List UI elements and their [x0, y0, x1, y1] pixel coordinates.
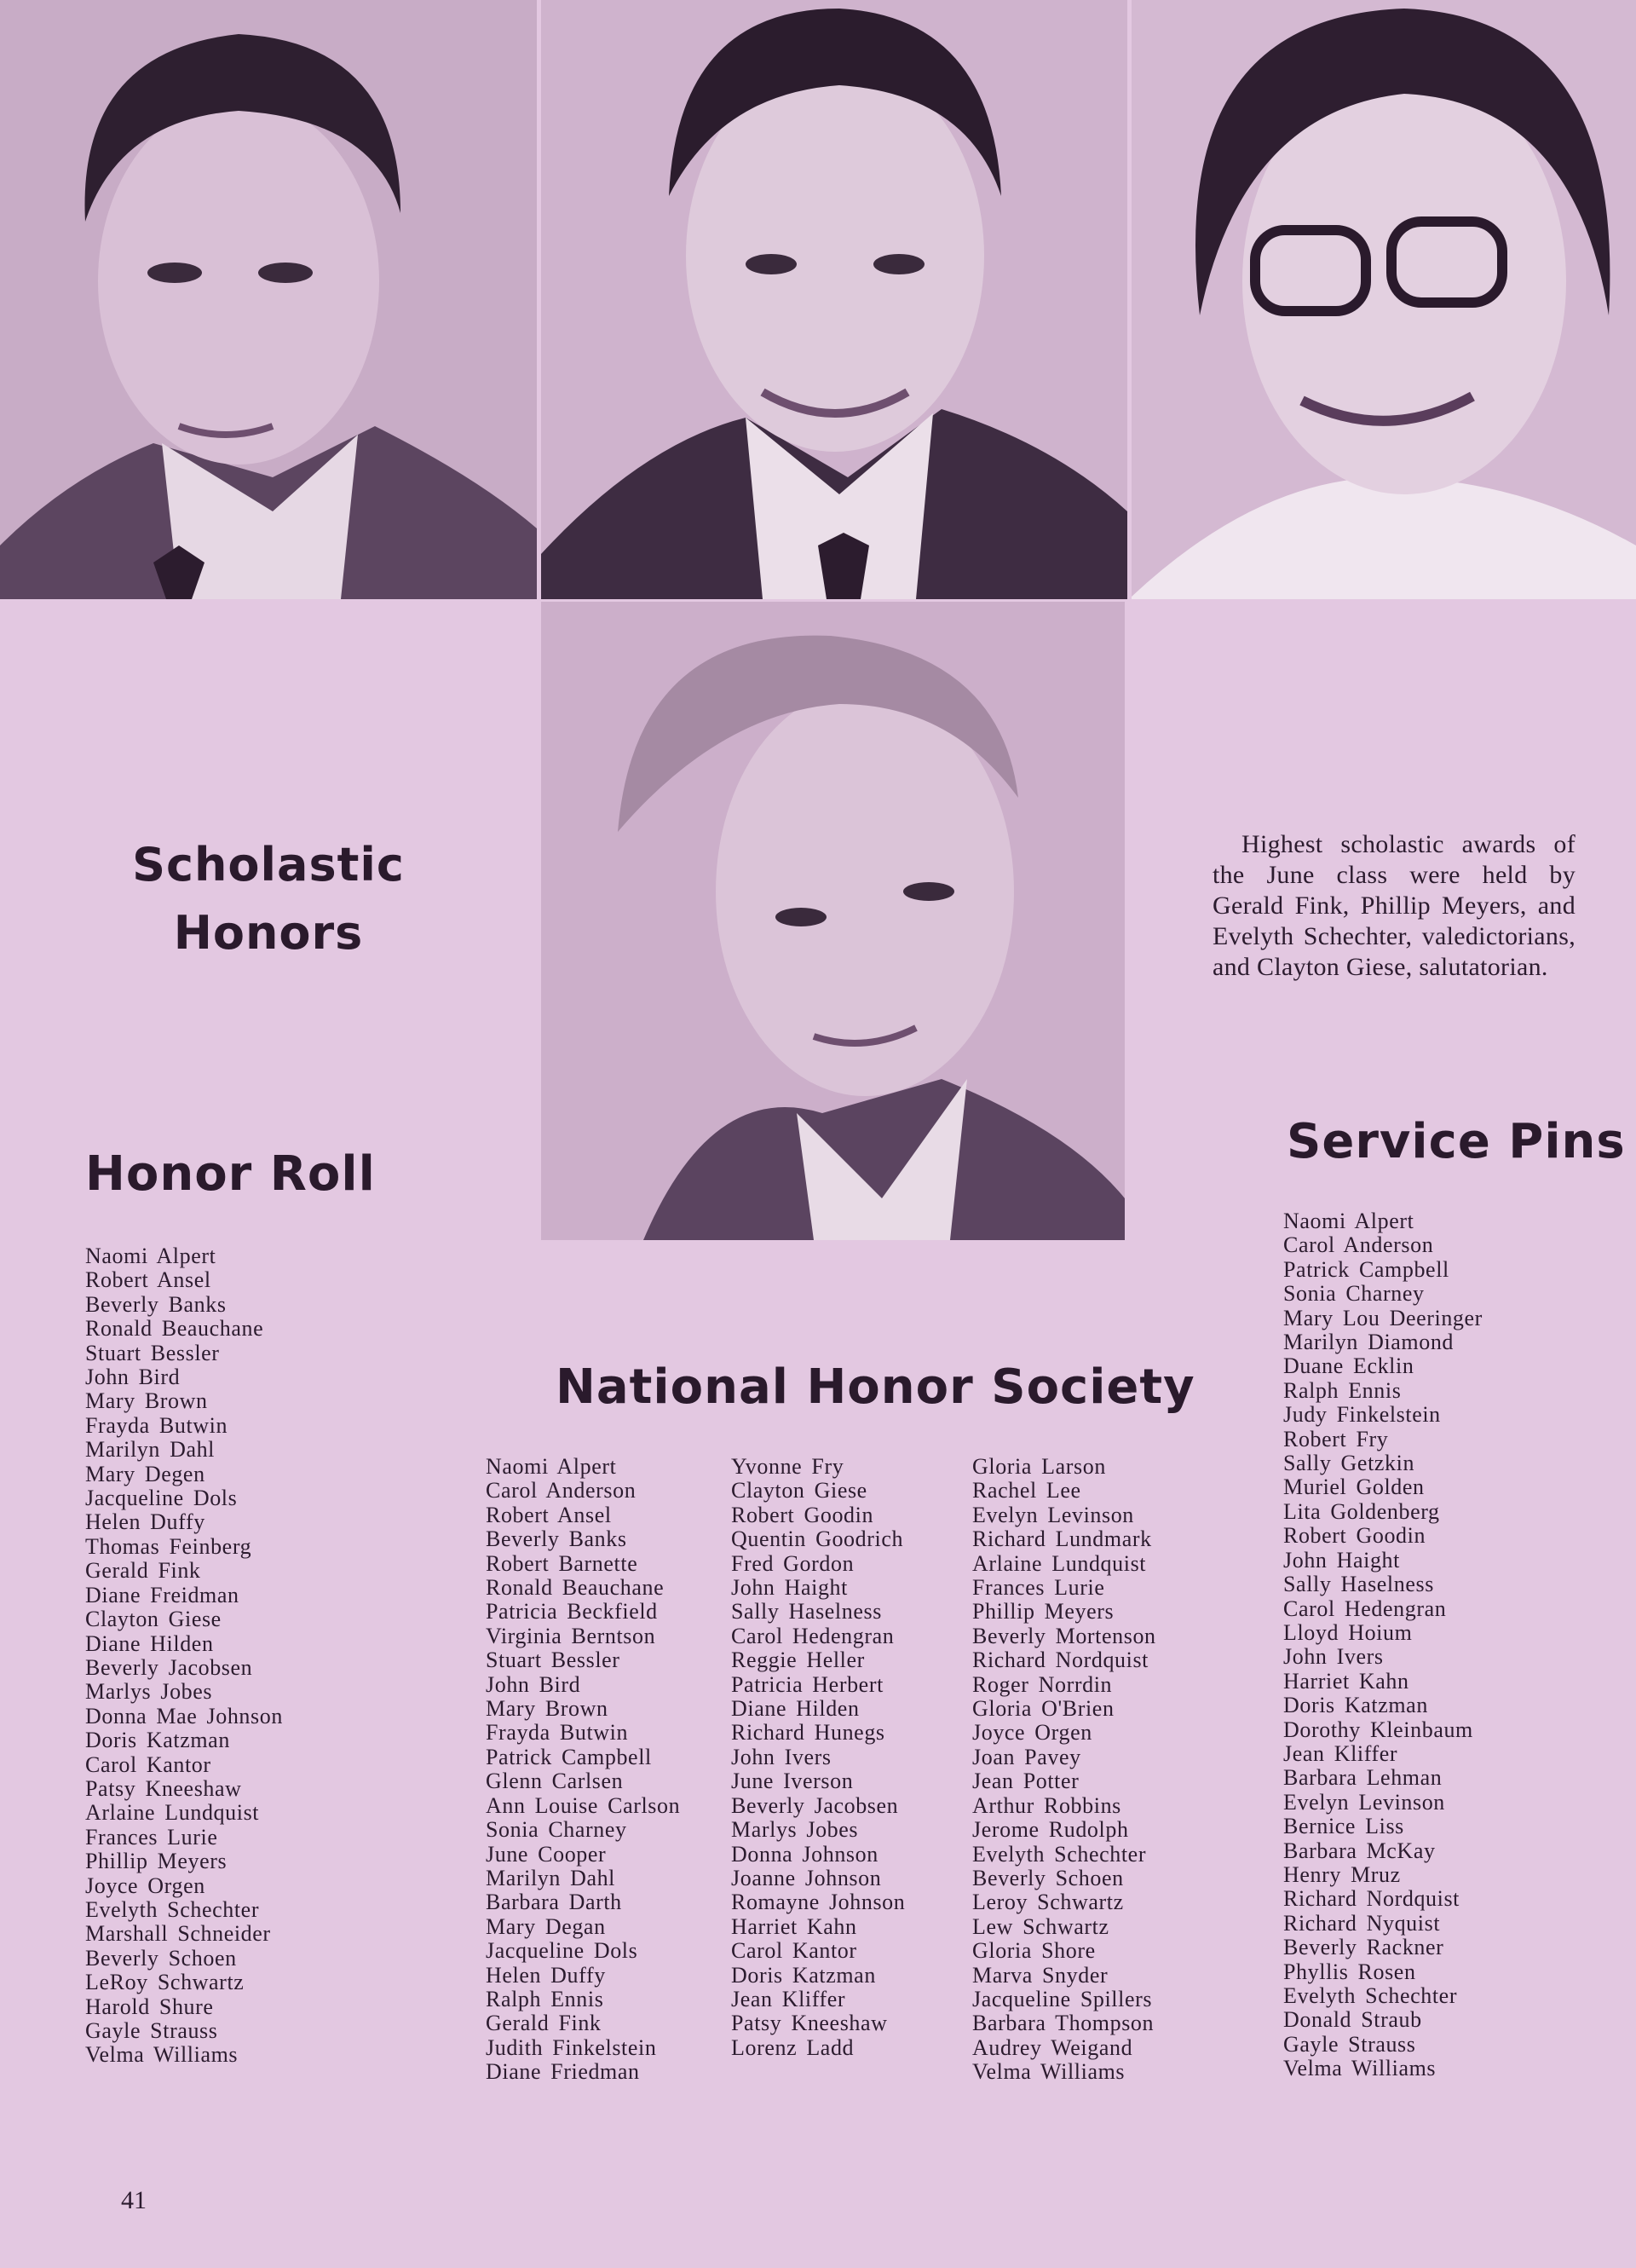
name-list-item: Joyce Orgen: [85, 1873, 205, 1898]
name-list-item: Jean Kliffer: [731, 1986, 846, 2011]
name-list-item: Muriel Golden: [1283, 1474, 1425, 1500]
name-list-item: Stuart Bessler: [85, 1340, 220, 1365]
name-list-item: Robert Ansel: [486, 1502, 612, 1527]
national-honor-society-heading: National Honor Society: [556, 1359, 1195, 1415]
name-list-item: Robert Goodin: [731, 1502, 874, 1527]
name-list-item: Glenn Carlsen: [486, 1769, 624, 1794]
name-list-item: Mary Lou Deeringer: [1283, 1305, 1483, 1330]
name-list-item: Bernice Liss: [1283, 1814, 1404, 1839]
name-list-item: Harold Shure: [85, 1994, 214, 2019]
name-list-item: Phillip Meyers: [85, 1849, 228, 1874]
portrait-photo-top-center: [541, 0, 1127, 599]
name-list-item: Ralph Ennis: [486, 1986, 604, 2011]
name-list-item: Richard Nordquist: [1283, 1886, 1460, 1912]
name-list-item: Doris Katzman: [731, 1962, 876, 1988]
name-list-item: LeRoy Schwartz: [85, 1970, 245, 1995]
name-list-item: Phyllis Rosen: [1283, 1959, 1416, 1984]
name-list-item: Mary Brown: [486, 1696, 608, 1722]
name-list-item: Richard Nyquist: [1283, 1910, 1441, 1936]
name-list-item: Marilyn Dahl: [85, 1437, 216, 1463]
name-list-item: Patricia Beckfield: [486, 1599, 658, 1625]
name-list-item: Arthur Robbins: [972, 1792, 1121, 1818]
name-list-item: Richard Hunegs: [731, 1720, 885, 1746]
name-list-item: Robert Goodin: [1283, 1523, 1426, 1549]
nhs-list-column-1: [486, 1455, 680, 2085]
name-list-item: Marilyn Diamond: [1283, 1330, 1455, 1355]
name-list-item: Mary Degen: [85, 1461, 205, 1486]
name-list-item: Doris Katzman: [1283, 1693, 1428, 1718]
name-list-item: Carol Anderson: [486, 1478, 637, 1503]
name-list-item: Ronald Beauchane: [85, 1316, 264, 1342]
name-list-item: Richard Lundmark: [972, 1526, 1152, 1552]
name-list-item: Donna Johnson: [731, 1841, 878, 1867]
name-list-item: Carol Kantor: [731, 1938, 857, 1964]
name-list-item: Jean Potter: [972, 1769, 1080, 1794]
name-list-item: Judith Finkelstein: [486, 2034, 657, 2060]
name-list-item: Stuart Bessler: [486, 1648, 620, 1673]
name-list-item: Yvonne Fry: [731, 1454, 844, 1479]
name-list-item: June Cooper: [486, 1841, 607, 1867]
name-list-item: Leroy Schwartz: [972, 1890, 1124, 1915]
name-list-item: Lew Schwartz: [972, 1913, 1109, 1939]
name-list-item: Patrick Campbell: [486, 1744, 652, 1769]
name-list-item: Evelyth Schechter: [85, 1896, 260, 1922]
name-list-item: Marshall Schneider: [85, 1921, 271, 1947]
nhs-list-column-2: [731, 1455, 905, 2060]
name-list-item: June Iverson: [731, 1769, 854, 1794]
name-list-item: Helen Duffy: [486, 1962, 606, 1988]
name-list-item: Naomi Alpert: [85, 1244, 216, 1268]
name-list-item: Diane Friedman: [486, 2059, 640, 2085]
name-list-item: Virginia Berntson: [486, 1623, 656, 1648]
name-list-item: Beverly Jacobsen: [85, 1654, 253, 1680]
name-list-item: Robert Barnette: [486, 1550, 638, 1576]
name-list-item: John Bird: [486, 1671, 581, 1697]
name-list-item: Diane Hilden: [731, 1696, 860, 1722]
name-list-item: Frayda Butwin: [486, 1720, 629, 1746]
name-list-item: Diane Freidman: [85, 1582, 239, 1607]
name-list-item: Beverly Rackner: [1283, 1935, 1444, 1960]
name-list-item: Dorothy Kleinbaum: [1283, 1717, 1473, 1742]
name-list-item: Ronald Beauchane: [486, 1575, 665, 1601]
name-list-item: Marilyn Dahl: [486, 1865, 616, 1890]
name-list-item: Patsy Kneeshaw: [731, 2011, 888, 2036]
name-list-item: Velma Williams: [85, 2042, 239, 2068]
name-list-item: Gloria Larson: [972, 1454, 1106, 1479]
name-list-item: Jacqueline Dols: [486, 1938, 638, 1964]
name-list-item: Beverly Schoen: [972, 1865, 1124, 1890]
name-list-item: Frances Lurie: [85, 1824, 218, 1850]
name-list-item: Carol Kantor: [85, 1751, 211, 1777]
page-number: 41: [121, 2186, 147, 2214]
name-list-item: Robert Ansel: [85, 1267, 211, 1293]
name-list-item: Beverly Mortenson: [972, 1623, 1156, 1648]
name-list-item: Carol Anderson: [1283, 1232, 1434, 1258]
name-list-item: Ralph Ennis: [1283, 1377, 1402, 1403]
service-pins-heading: Service Pins: [1287, 1114, 1626, 1169]
name-list-item: John Ivers: [1283, 1644, 1384, 1670]
name-list-item: Reggie Heller: [731, 1648, 865, 1673]
name-list-item: Rachel Lee: [972, 1478, 1081, 1503]
name-list-item: Richard Nordquist: [972, 1648, 1149, 1673]
name-list-item: Evelyn Levinson: [1283, 1789, 1445, 1815]
name-list-item: Beverly Banks: [486, 1526, 627, 1552]
name-list-item: Gerald Fink: [486, 2011, 602, 2036]
service-pins-list: [1283, 1209, 1483, 2081]
name-list-item: Barbara McKay: [1283, 1838, 1436, 1863]
name-list-item: Carol Hedengran: [731, 1623, 895, 1648]
name-list-item: Judy Finkelstein: [1283, 1402, 1441, 1428]
name-list-item: Lloyd Hoium: [1283, 1619, 1413, 1645]
name-list-item: Naomi Alpert: [1283, 1209, 1414, 1233]
name-list-item: Sally Getzkin: [1283, 1451, 1415, 1476]
name-list-item: Lita Goldenberg: [1283, 1498, 1440, 1524]
nhs-list-column-3: [972, 1455, 1156, 2085]
name-list-item: John Haight: [731, 1575, 848, 1601]
name-list-item: Frances Lurie: [972, 1575, 1105, 1601]
name-list-item: Duane Ecklin: [1283, 1353, 1414, 1379]
honor-roll-list: [85, 1244, 283, 2068]
name-list-item: Harriet Kahn: [731, 1913, 857, 1939]
name-list-item: Doris Katzman: [85, 1728, 230, 1753]
name-list-item: Lorenz Ladd: [731, 2034, 855, 2060]
name-list-item: Jerome Rudolph: [972, 1817, 1129, 1843]
scholastic-honors-heading-line2: Honors: [173, 906, 364, 960]
name-list-item: Beverly Jacobsen: [731, 1792, 899, 1818]
name-list-item: Sally Haselness: [1283, 1572, 1434, 1597]
name-list-item: Frayda Butwin: [85, 1412, 228, 1438]
name-list-item: Clayton Giese: [731, 1478, 867, 1503]
name-list-item: Jacqueline Dols: [85, 1486, 238, 1511]
awards-caption-text: Highest scholastic awards of the June class were held by Gerald Fink, Phillip Meyers, and Evelyth Schechter, valedictorians, and Clayton Giese, salutatorian.: [1213, 830, 1576, 981]
name-list-item: Harriet Kahn: [1283, 1668, 1409, 1694]
name-list-item: Joyce Orgen: [972, 1720, 1092, 1746]
name-list-item: Carol Hedengran: [1283, 1596, 1447, 1621]
scholastic-honors-heading: [94, 831, 443, 967]
portrait-photo-top-right: [1132, 0, 1636, 599]
name-list-item: Barbara Darth: [486, 1890, 622, 1915]
name-list-item: Quentin Goodrich: [731, 1526, 904, 1552]
name-list-item: John Ivers: [731, 1744, 832, 1769]
name-list-item: Thomas Feinberg: [85, 1533, 252, 1559]
name-list-item: Henry Mruz: [1283, 1861, 1401, 1887]
name-list-item: Sonia Charney: [1283, 1281, 1425, 1307]
name-list-item: Gerald Fink: [85, 1558, 201, 1584]
name-list-item: Joan Pavey: [972, 1744, 1081, 1769]
name-list-item: Mary Brown: [85, 1388, 208, 1414]
name-list-item: Velma Williams: [1283, 2056, 1437, 2081]
name-list-item: Evelyn Levinson: [972, 1502, 1134, 1527]
name-list-item: Beverly Schoen: [85, 1945, 237, 1971]
name-list-item: Marlys Jobes: [85, 1679, 213, 1705]
name-list-item: Gloria O'Brien: [972, 1696, 1115, 1722]
name-list-item: Diane Hilden: [85, 1630, 214, 1656]
name-list-item: John Bird: [85, 1365, 181, 1390]
name-list-item: Marva Snyder: [972, 1962, 1109, 1988]
name-list-item: John Haight: [1283, 1547, 1400, 1573]
name-list-item: Gayle Strauss: [85, 2018, 218, 2043]
name-list-item: Patricia Herbert: [731, 1671, 884, 1697]
name-list-item: Barbara Thompson: [972, 2011, 1155, 2036]
name-list-item: Evelyth Schechter: [1283, 1983, 1458, 2008]
name-list-item: Gloria Shore: [972, 1938, 1096, 1964]
portrait-photo-top-left: [0, 0, 537, 599]
name-list-item: Velma Williams: [972, 2059, 1126, 2085]
honor-roll-heading: Honor Roll: [85, 1146, 376, 1202]
name-list-item: Gayle Strauss: [1283, 2031, 1416, 2057]
name-list-item: Patsy Kneeshaw: [85, 1775, 242, 1801]
name-list-item: Marlys Jobes: [731, 1817, 859, 1843]
name-list-item: Phillip Meyers: [972, 1599, 1115, 1625]
name-list-item: Clayton Giese: [85, 1607, 222, 1632]
name-list-item: Donna Mae Johnson: [85, 1703, 283, 1728]
name-list-item: Donald Straub: [1283, 2007, 1422, 2033]
name-list-item: Evelyth Schechter: [972, 1841, 1147, 1867]
name-list-item: Ann Louise Carlson: [486, 1792, 681, 1818]
name-list-item: Joanne Johnson: [731, 1865, 882, 1890]
name-list-item: Jean Kliffer: [1283, 1740, 1398, 1766]
name-list-item: Helen Duffy: [85, 1509, 205, 1535]
name-list-item: Beverly Banks: [85, 1291, 227, 1317]
name-list-item: Jacqueline Spillers: [972, 1986, 1153, 2011]
name-list-item: Fred Gordon: [731, 1550, 855, 1576]
name-list-item: Audrey Weigand: [972, 2034, 1133, 2060]
name-list-item: Robert Fry: [1283, 1426, 1389, 1451]
scholastic-honors-heading-line1: Scholastic: [132, 838, 405, 892]
awards-caption: [1213, 829, 1576, 983]
name-list-item: Sally Haselness: [731, 1599, 882, 1625]
name-list-item: Roger Norrdin: [972, 1671, 1113, 1697]
name-list-item: Arlaine Lundquist: [85, 1800, 260, 1826]
portrait-photo-center: [541, 602, 1125, 1240]
name-list-item: Mary Degan: [486, 1913, 606, 1939]
name-list-item: Sonia Charney: [486, 1817, 627, 1843]
name-list-item: Barbara Lehman: [1283, 1765, 1443, 1791]
name-list-item: Patrick Campbell: [1283, 1256, 1449, 1282]
name-list-item: Arlaine Lundquist: [972, 1550, 1147, 1576]
name-list-item: Romayne Johnson: [731, 1890, 906, 1915]
name-list-item: Naomi Alpert: [486, 1454, 617, 1479]
